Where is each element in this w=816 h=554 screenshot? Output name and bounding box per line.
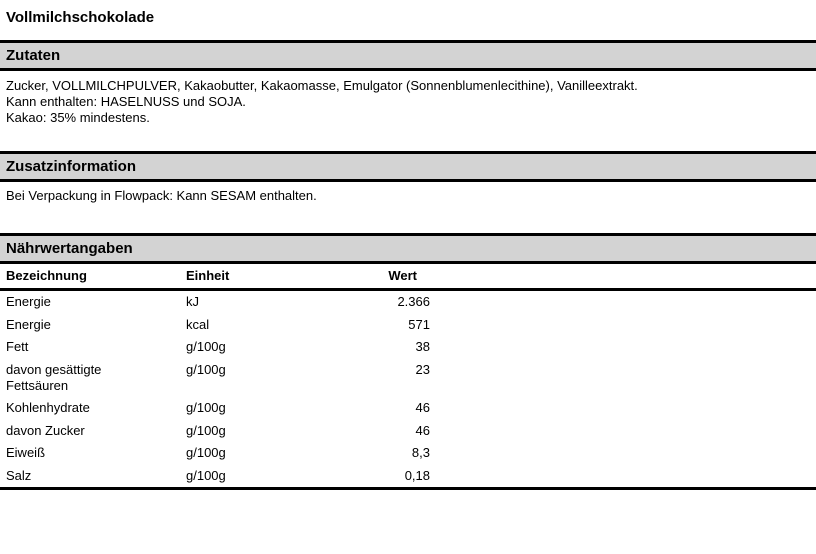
nutrient-name: davon Zucker: [6, 422, 85, 438]
nutrition-table-header-row: [0, 264, 816, 290]
nutrient-unit: kcal: [186, 316, 210, 332]
product-spec-sheet: [0, 8, 816, 554]
table-filler-cell: [430, 359, 816, 398]
table-filler-cell: [430, 442, 816, 465]
column-header-einheit: Einheit: [186, 264, 330, 290]
nutrient-value: 2.366: [397, 294, 430, 310]
section-header-zusatzinformation-label: Zusatzinformation: [6, 158, 136, 175]
table-filler-cell: [430, 290, 816, 314]
nutrient-value: 23: [415, 361, 430, 377]
nutrition-row-energie-kj: [0, 290, 816, 314]
nutrient-value: 46: [415, 400, 430, 416]
nutrient-name: Fett: [6, 339, 29, 355]
column-header-wert: Wert: [330, 264, 430, 290]
section-header-zutaten-label: Zutaten: [6, 47, 61, 64]
additional-info-line-1: Bei Verpackung in Flowpack: Kann SESAM enthalten.: [6, 188, 317, 203]
nutrient-name: Energie: [6, 316, 51, 332]
nutrition-row-fett: [0, 336, 816, 359]
section-header-naehrwertangaben: [0, 233, 816, 264]
nutrition-row-kohlenhydrate: [0, 397, 816, 420]
table-filler-cell: [430, 465, 816, 489]
nutrient-unit: g/100g: [186, 339, 226, 355]
nutrition-row-eiweiss: [0, 442, 816, 465]
nutrient-unit: g/100g: [186, 422, 226, 438]
table-filler-cell: [430, 264, 816, 290]
nutrition-row-gesaettigte-fettsaeuren: [0, 359, 816, 398]
product-title: Vollmilchschokolade: [6, 9, 155, 26]
nutrient-name: Eiweiß: [6, 445, 46, 461]
additional-info-text: [6, 188, 816, 204]
column-header-bezeichnung: Bezeichnung: [0, 264, 186, 290]
nutrient-value: 0,18: [330, 465, 430, 489]
table-filler-cell: [430, 420, 816, 443]
nutrition-row-salz: [0, 465, 816, 489]
nutrient-unit: g/100g: [186, 361, 226, 377]
nutrition-table: [0, 264, 816, 490]
nutrient-name: Kohlenhydrate: [6, 400, 90, 416]
section-header-naehrwertangaben-label: Nährwertangaben: [6, 240, 133, 257]
section-header-zutaten: [0, 40, 816, 71]
nutrient-unit: g/100g: [186, 465, 330, 489]
nutrient-unit: g/100g: [186, 445, 226, 461]
table-filler-cell: [430, 314, 816, 337]
nutrient-unit: g/100g: [186, 400, 226, 416]
ingredients-text: [6, 78, 816, 126]
ingredients-line-1: Zucker, VOLLMILCHPULVER, Kakaobutter, Kakaomasse, Emulgator (Sonnenblumenlecithine), Vanilleextrakt.: [6, 78, 638, 93]
table-filler-cell: [430, 397, 816, 420]
ingredients-line-2: Kann enthalten: HASELNUSS und SOJA.: [6, 94, 246, 109]
nutrient-value: 8,3: [411, 445, 430, 461]
nutrient-name: davon gesättigte Fettsäuren: [6, 361, 102, 393]
nutrient-value: 38: [415, 339, 430, 355]
nutrition-row-energie-kcal: [0, 314, 816, 337]
table-filler-cell: [430, 336, 816, 359]
nutrient-name: Salz: [0, 465, 186, 489]
nutrient-name: Energie: [6, 294, 51, 310]
nutrient-value: 571: [408, 316, 430, 332]
nutrient-value: 46: [415, 422, 430, 438]
nutrition-row-zucker: [0, 420, 816, 443]
section-header-zusatzinformation: [0, 151, 816, 182]
nutrient-unit: kJ: [186, 294, 199, 310]
ingredients-line-3: Kakao: 35% mindestens.: [6, 110, 150, 125]
